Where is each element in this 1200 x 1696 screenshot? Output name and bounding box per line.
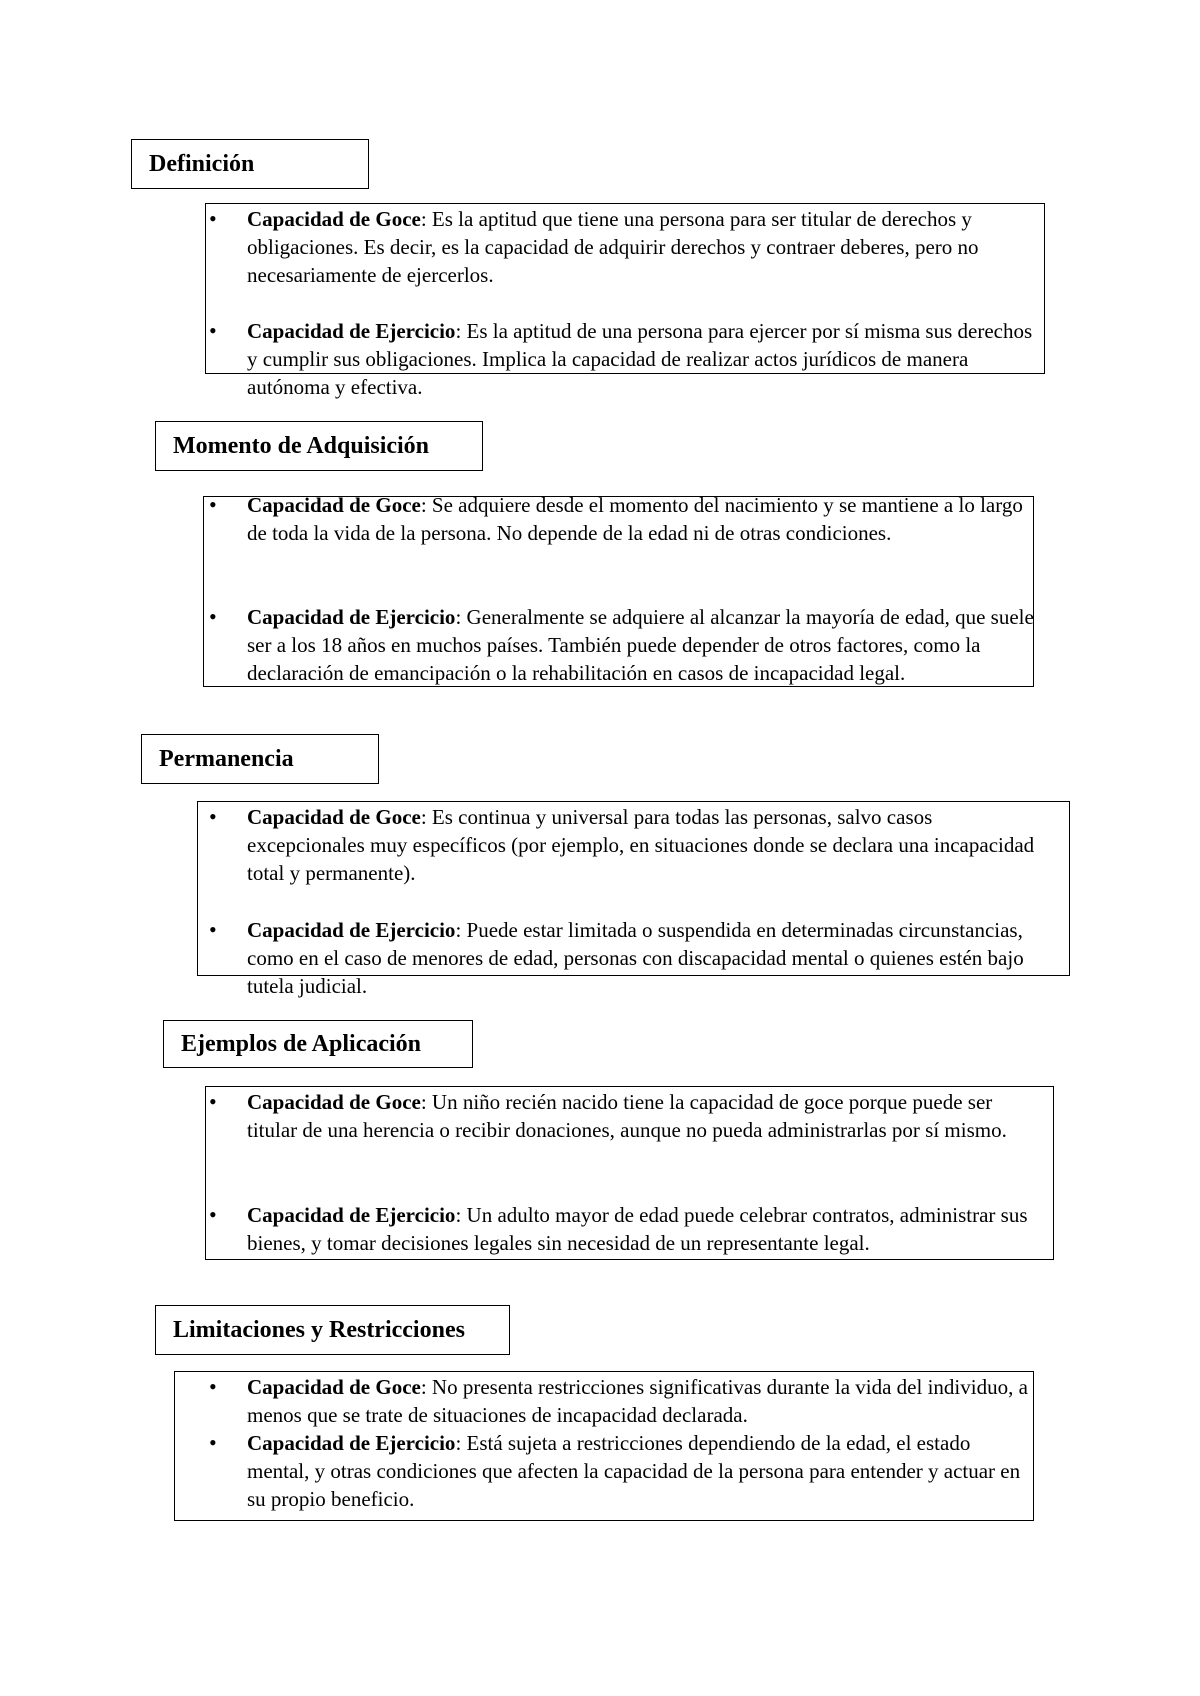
list-item: [209, 803, 1037, 887]
list-item: [209, 317, 1037, 401]
item-text: : No presenta restricciones significativas durante la vida del individuo, a menos que se trate de situaciones de incapacidad declarada.: [247, 1375, 1028, 1427]
section-heading-permanencia: [141, 734, 379, 784]
list-item: [209, 1088, 1037, 1144]
item-text: : Generalmente se adquiere al alcanzar la mayoría de edad, que suele ser a los 18 años en muchos países. También puede depender de otros factores, como la declaración de emancipación o la rehabilitación en casos de incapacidad legal.: [247, 605, 1034, 685]
item-text: : Un niño recién nacido tiene la capacidad de goce porque puede ser titular de una herencia o recibir donaciones, aunque no pueda administrarlas por sí mismo.: [247, 1090, 1007, 1142]
list-item: [209, 603, 1037, 687]
item-term: Capacidad de Ejercicio: [247, 605, 456, 629]
item-term: Capacidad de Goce: [247, 207, 421, 231]
section-heading-label: Momento de Adquisición: [173, 433, 430, 459]
bullet-icon: •: [209, 1202, 217, 1227]
bullet-icon: •: [209, 604, 217, 629]
bullet-icon: •: [209, 917, 217, 942]
section-heading-ejemplos-de-aplicacion: [163, 1020, 473, 1068]
list-item: [209, 491, 1037, 547]
section-heading-label: Permanencia: [159, 746, 294, 772]
item-term: Capacidad de Goce: [247, 493, 421, 517]
section-heading-limitaciones-y-restricciones: [155, 1305, 510, 1355]
section-heading-label: Limitaciones y Restricciones: [173, 1317, 465, 1343]
item-term: Capacidad de Ejercicio: [247, 918, 456, 942]
item-text: : Se adquiere desde el momento del nacimiento y se mantiene a lo largo de toda la vida de la persona. No depende de la edad ni de otras condiciones.: [247, 493, 1023, 545]
item-term: Capacidad de Goce: [247, 1090, 421, 1114]
item-term: Capacidad de Goce: [247, 805, 421, 829]
list-item: [209, 916, 1037, 1000]
bullet-icon: •: [209, 318, 217, 343]
bullet-icon: •: [209, 1089, 217, 1114]
section-heading-label: Ejemplos de Aplicación: [181, 1031, 422, 1057]
list-item: [209, 1201, 1037, 1257]
bullet-icon: •: [209, 1430, 217, 1455]
item-text: : Es continua y universal para todas las personas, salvo casos excepcionales muy específicos (por ejemplo, en situaciones donde se declara una incapacidad total y permanente).: [247, 805, 1035, 885]
item-term: Capacidad de Ejercicio: [247, 319, 456, 343]
section-heading-definicion: [131, 139, 369, 189]
list-item: [209, 205, 1037, 289]
bullet-icon: •: [209, 804, 217, 829]
item-term: Capacidad de Ejercicio: [247, 1431, 456, 1455]
item-text: : Es la aptitud que tiene una persona para ser titular de derechos y obligaciones. Es decir, es la capacidad de adquirir derechos y contraer deberes, pero no necesariamente de ejercerlos.: [247, 207, 979, 287]
bullet-icon: •: [209, 206, 217, 231]
list-item: [209, 1373, 1037, 1429]
section-heading-label: Definición: [149, 151, 255, 177]
list-item: [209, 1429, 1037, 1513]
item-text: : Puede estar limitada o suspendida en determinadas circunstancias, como en el caso de menores de edad, personas con discapacidad mental o quienes estén bajo tutela judicial.: [247, 918, 1024, 998]
bullet-icon: •: [209, 1374, 217, 1399]
item-text: : Un adulto mayor de edad puede celebrar contratos, administrar sus bienes, y tomar decisiones legales sin necesidad de un representante legal.: [247, 1203, 1028, 1255]
item-text: : Es la aptitud de una persona para ejercer por sí misma sus derechos y cumplir sus obligaciones. Implica la capacidad de realizar actos jurídicos de manera autónoma y efectiva.: [247, 319, 1033, 399]
item-term: Capacidad de Goce: [247, 1375, 421, 1399]
section-heading-momento-de-adquisicion: [155, 421, 483, 471]
item-text: : Está sujeta a restricciones dependiendo de la edad, el estado mental, y otras condiciones que afecten la capacidad de la persona para entender y actuar en su propio beneficio.: [247, 1431, 1021, 1511]
bullet-icon: •: [209, 492, 217, 517]
item-term: Capacidad de Ejercicio: [247, 1203, 456, 1227]
